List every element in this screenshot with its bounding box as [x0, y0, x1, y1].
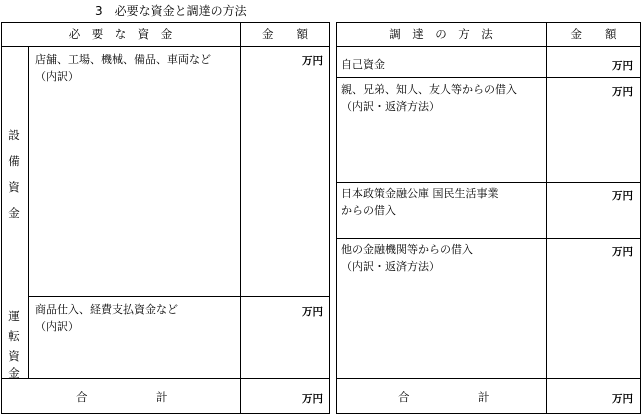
other-institution-loans-unit: 万円 [612, 246, 633, 258]
funding-methods-header: 調 達 の 方 法 [389, 27, 493, 41]
left-total-char2: 計 [156, 390, 168, 404]
own-funds-label: 自己資金 [341, 58, 385, 71]
left-total-unit: 万円 [302, 393, 323, 405]
section-title: 3 必要な資金と調達の方法 [95, 4, 247, 18]
family-loans-breakdown: （内訳・返済方法） [341, 100, 440, 113]
equipment-funds-unit: 万円 [302, 55, 323, 67]
other-institution-loans-label: 他の金融機関等からの借入 [341, 243, 473, 256]
required-funds-header: 必 要 な 資 金 [68, 27, 173, 41]
equipment-funds-description: 店舗、工場、機械、備品、車両など [35, 53, 211, 66]
equipment-funds-breakdown: （内訳） [35, 70, 79, 83]
funding-methods-amount-header: 金 額 [570, 27, 617, 41]
family-loans-unit: 万円 [612, 86, 633, 98]
family-loans-label: 親、兄弟、知人、友人等からの借入 [341, 83, 517, 96]
required-funds-amount-header: 金 額 [262, 27, 308, 41]
right-total-char2: 計 [478, 390, 490, 404]
left-total-char1: 合 [76, 390, 88, 404]
other-institution-loans-breakdown: （内訳・返済方法） [341, 260, 440, 273]
own-funds-unit: 万円 [612, 60, 633, 72]
right-total-unit: 万円 [612, 393, 633, 405]
jfc-loan-label-line2: からの借入 [341, 204, 396, 217]
jfc-loan-label: 日本政策金融公庫 国民生活事業 [341, 187, 499, 200]
right-total-char1: 合 [398, 390, 410, 404]
working-funds-breakdown: （内訳） [35, 320, 79, 333]
jfc-loan-unit: 万円 [612, 190, 633, 202]
working-funds-description: 商品仕入、経費支払資金など [35, 303, 178, 316]
working-funds-unit: 万円 [302, 306, 323, 318]
